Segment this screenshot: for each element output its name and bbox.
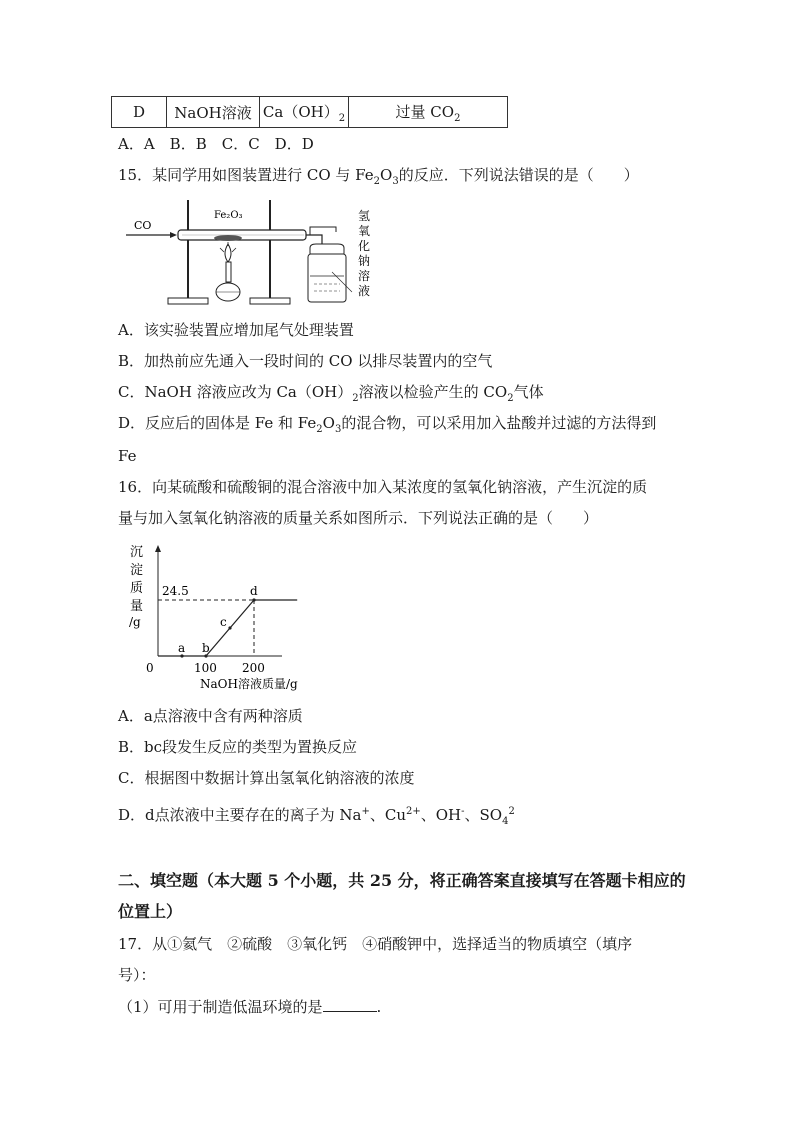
svg-text:质: 质 [130, 581, 144, 596]
chart-point-d [252, 598, 255, 601]
table-row [112, 97, 508, 128]
q16-option-d: D．d点浓液中主要存在的离子为 Na+、$Cu^{2+}$、OH-、$SO_4^2$ [118, 806, 515, 827]
table-cell-solution: $Ca(OH)_2$ [260, 97, 349, 128]
chart-point-label-a: a [178, 641, 186, 655]
q15-option-a: A．该实验装置应增加尾气处理装置 [118, 321, 354, 339]
svg-text:液: 液 [358, 284, 371, 298]
svg-text:氧: 氧 [358, 224, 371, 238]
svg-text:淀: 淀 [130, 563, 144, 578]
q15-stem: 15．某同学用如图装置进行 CO 与 $Fe_2O_3$的反应．下列说法错误的是（ ） [118, 166, 639, 187]
precipitate-mass-chart [120, 540, 330, 692]
q17-sub1: （1）可用于制造低温环境的是 . [118, 998, 382, 1016]
chart-point-label-b: b [202, 641, 210, 655]
svg-text:钠: 钠 [358, 254, 371, 268]
chart-y-tick: 24.5 [162, 584, 189, 598]
q16-stem-line1: 16．向某硫酸和硫酸铜的混合溶液中加入某浓度的氢氧化钠溶液，产生沉淀的质 [118, 478, 648, 496]
svg-text:氢: 氢 [358, 209, 371, 223]
option-table [111, 96, 508, 128]
q16-option-c: C．根据图中数据计算出氢氧化钠溶液的浓度 [118, 769, 415, 787]
q16-option-a: A．a点溶液中含有两种溶质 [118, 707, 303, 725]
svg-text:量: 量 [130, 599, 144, 614]
chart-ylabel [129, 545, 143, 629]
svg-text:化: 化 [358, 239, 371, 253]
svg-text:溶: 溶 [358, 269, 371, 283]
q16-stem-line2: 量与加入氢氧化钠溶液的质量关系如图所示．下列说法正确的是（ ） [118, 509, 599, 527]
q17-stem-line1: 17．从①氦气 ②硫酸 ③氧化钙 ④硝酸钾中，选择适当的物质填空（填序 [118, 935, 633, 953]
svg-text:/g: /g [129, 615, 141, 629]
table-cell-reagent: NaOH溶液 [167, 97, 260, 128]
q15-option-c: C．NaOH 溶液应改为 $Ca(OH)_2$溶液以检验产生的 $CO_2$气体 [118, 383, 544, 404]
table-cell-option: D [112, 97, 167, 128]
co-reduction-apparatus-figure [124, 192, 376, 310]
section2-title-line1: 二、填空题（本大题 5 个小题，共 25 分，将正确答案直接填写在答题卡相应的 [118, 871, 686, 890]
table-cell-method: 过量 $CO_2$ [349, 97, 508, 128]
section2-title-line2: 位置上） [118, 902, 183, 921]
q15-option-d: D．反应后的固体是 Fe 和 $Fe_2O_3$的混合物，可以采用加入盐酸并过滤的方法得到 [118, 414, 657, 435]
q16-option-b: B．bc段发生反应的类型为置换反应 [118, 738, 358, 756]
chart-x-tick: 200 [242, 661, 265, 675]
fig-co-label: CO [134, 219, 152, 232]
chart-point-label-c: c [220, 615, 227, 629]
chart-x-tick: 0 [146, 661, 154, 675]
fig-naoh-solution-label [358, 209, 370, 298]
q15-option-b: B．加热前应先通入一段时间的 CO 以排尽装置内的空气 [118, 352, 493, 370]
answer-blank[interactable] [323, 997, 377, 1012]
q15-option-d-cont: Fe [118, 447, 137, 465]
q17-stem-line2: 号）： [118, 966, 156, 984]
chart-point-label-d: d [250, 584, 258, 598]
q14-choices: A．A B．B C．C D．D [118, 135, 314, 153]
chart-xlabel: NaOH溶液质量/g [200, 677, 298, 691]
chart-point-c [228, 626, 231, 629]
svg-text:沉: 沉 [130, 545, 144, 560]
chart-x-tick: 100 [194, 661, 217, 675]
fig-fe2o3-label: Fe₂O₃ [214, 210, 243, 221]
